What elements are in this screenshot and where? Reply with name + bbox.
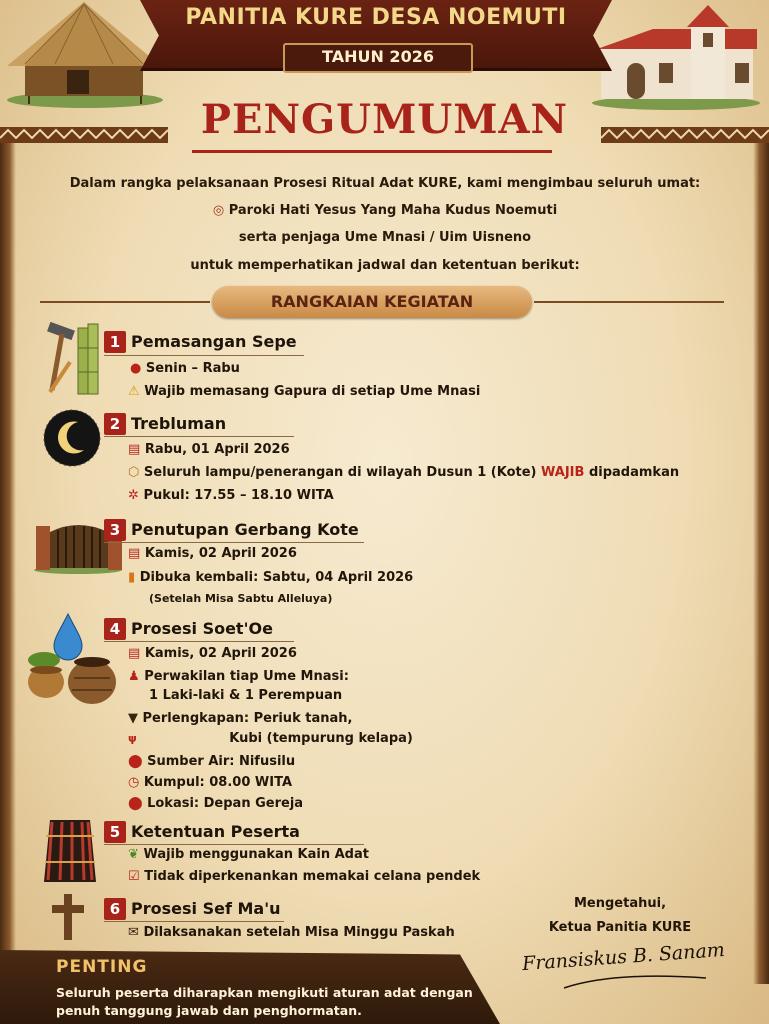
item-2-date: Rabu, 01 April 2026 (144, 442, 290, 457)
item-4-location: Lokasi: Depan Gereja (147, 796, 304, 811)
item-3-row-reopen (128, 570, 413, 585)
item-title-6: Prosesi Sef Ma'u (131, 899, 281, 918)
item-4-reps-detail: 1 Laki-laki & 1 Perempuan (149, 688, 343, 703)
committee-title: PANITIA KURE DESA NOEMUTI (185, 5, 567, 30)
item-underline-6 (104, 921, 284, 922)
woven-cloth-icon (42, 818, 98, 884)
item-4-row-equipment (128, 711, 352, 726)
item-6-row-time (128, 925, 455, 940)
item-4-row-date (128, 646, 297, 661)
year-label: TAHUN 2026 (322, 47, 434, 66)
item-4-gather: Kumpul: 08.00 WITA (143, 775, 293, 790)
item-5-row-shorts (128, 869, 480, 884)
item-underline-5 (104, 844, 364, 845)
item-3-note: (Setelah Misa Sabtu Alleluya) (149, 592, 333, 605)
item-title-5: Ketentuan Peserta (131, 822, 300, 841)
warning-icon: ⚠ (128, 384, 140, 399)
item-4-equipment: Perlengkapan: Periuk tanah, (142, 711, 353, 726)
intro-line-3: serta penjaga Ume Mnasi / Uim Uisneno (238, 230, 532, 245)
item-4-row-location (128, 796, 303, 811)
signature: Fransiskus B. Sanam (521, 938, 726, 976)
battery-icon: ▮ (128, 570, 136, 585)
intro-line-2 (40, 203, 730, 218)
item-number-4: 4 (104, 618, 126, 640)
item-4-row-reps (128, 669, 349, 684)
item-underline-2 (104, 436, 294, 437)
important-label: PENTING (56, 957, 148, 977)
section-title: RANGKAIAN KEGIATAN (270, 292, 474, 311)
right-torn-edge (753, 140, 769, 984)
flame-icon: ● (130, 361, 142, 376)
location-pin-icon: ⬤ (128, 754, 143, 769)
item-6-time: Dilaksanakan setelah Misa Minggu Paskah (143, 925, 455, 940)
parish-bullet-icon: ◎ (212, 203, 225, 218)
zigzag-ornament-left (0, 124, 168, 146)
signature-flourish (560, 968, 710, 992)
item-title-2: Trebluman (131, 414, 227, 433)
item-4-reps: Perwakilan tiap Ume Mnasi: (144, 669, 349, 684)
item-4-row-gather (128, 775, 292, 790)
section-rule-left (40, 301, 210, 303)
item-number-5: 5 (104, 821, 126, 843)
utensil-icon: ψ (128, 732, 137, 745)
cross-icon (50, 892, 86, 942)
item-2-row-date (128, 442, 290, 457)
title-underline (192, 150, 552, 153)
pot-icon: ▼ (128, 711, 138, 726)
envelope-icon: ✉ (128, 925, 139, 940)
item-4-kubi: Kubi (tempurung kelapa) (229, 731, 413, 746)
item-2-lamp-suffix: dipadamkan (588, 465, 680, 480)
item-title-3: Penutupan Gerbang Kote (131, 520, 359, 539)
item-4-row-source (128, 754, 295, 769)
item-underline-3 (104, 542, 364, 543)
item-2-row-lamp (128, 465, 679, 480)
signoff-known: Mengetahui, (573, 896, 667, 911)
checkbox-icon: ☑ (128, 869, 140, 884)
calendar-icon: ▤ (128, 646, 141, 661)
calendar-icon: ▤ (128, 546, 141, 561)
item-2-lamp-emphasis: WAJIB (541, 465, 585, 480)
item-1-row-rule (128, 384, 480, 399)
item-underline-4 (104, 641, 294, 642)
moon-icon (42, 408, 102, 468)
item-2-row-time (128, 488, 334, 503)
item-title-1: Pemasangan Sepe (131, 332, 297, 351)
church-icon (591, 3, 761, 111)
item-number-3: 3 (104, 519, 126, 541)
lamp-icon: ⬡ (128, 465, 140, 480)
item-4-date: Kamis, 02 April 2026 (144, 646, 297, 661)
alarm-clock-icon: ◷ (128, 775, 140, 790)
item-4-source: Sumber Air: Nifusilu (147, 754, 296, 769)
item-3-reopen: Dibuka kembali: Sabtu, 04 April 2026 (139, 570, 414, 585)
zigzag-ornament-right (601, 124, 769, 146)
item-underline-1 (104, 355, 304, 356)
item-5-cloth: Wajib menggunakan Kain Adat (143, 847, 369, 862)
item-2-time: Pukul: 17.55 – 18.10 WITA (143, 488, 334, 503)
item-number-2: 2 (104, 413, 126, 435)
left-torn-edge (0, 140, 16, 984)
item-number-6: 6 (104, 898, 126, 920)
intro-line-1: Dalam rangka pelaksanaan Prosesi Ritual Adat KURE, kami mengimbau seluruh umat: (69, 176, 701, 191)
location-pin-icon: ⬤ (128, 796, 143, 811)
item-3-row-date (128, 546, 297, 561)
item-5-shorts: Tidak diperkenankan memakai celana pendek (144, 869, 481, 884)
item-5-row-cloth (128, 847, 369, 862)
item-1-row-days (130, 361, 240, 376)
item-1-days: Senin – Rabu (145, 361, 240, 376)
item-3-date: Kamis, 02 April 2026 (144, 546, 297, 561)
clock-icon: ✲ (128, 488, 139, 503)
section-rule-right (534, 301, 724, 303)
person-icon: ♟ (128, 669, 140, 684)
item-4-row-kubi (128, 731, 413, 746)
parish-name: Paroki Hati Yesus Yang Maha Kudus Noemuti (228, 203, 558, 218)
hammer-bamboo-icon (44, 322, 102, 396)
important-text: Seluruh peserta diharapkan mengikuti aturan adat dengan penuh tanggung jawab dan penghormatan. (56, 985, 473, 1018)
item-number-1: 1 (104, 331, 126, 353)
item-1-rule: Wajib memasang Gapura di setiap Ume Mnasi (144, 384, 481, 399)
intro-line-4: untuk memperhatikan jadwal dan ketentuan berikut: (190, 258, 580, 273)
calendar-icon: ▤ (128, 442, 141, 457)
signoff-role: Ketua Panitia KURE (548, 920, 692, 935)
item-title-4: Prosesi Soet'Oe (131, 619, 273, 638)
leaf-icon: ❦ (128, 847, 139, 862)
item-2-lamp-text: Seluruh lampu/penerangan di wilayah Dusun 1 (Kote) (143, 465, 537, 480)
announcement-title: PENGUMUMAN (200, 96, 569, 143)
